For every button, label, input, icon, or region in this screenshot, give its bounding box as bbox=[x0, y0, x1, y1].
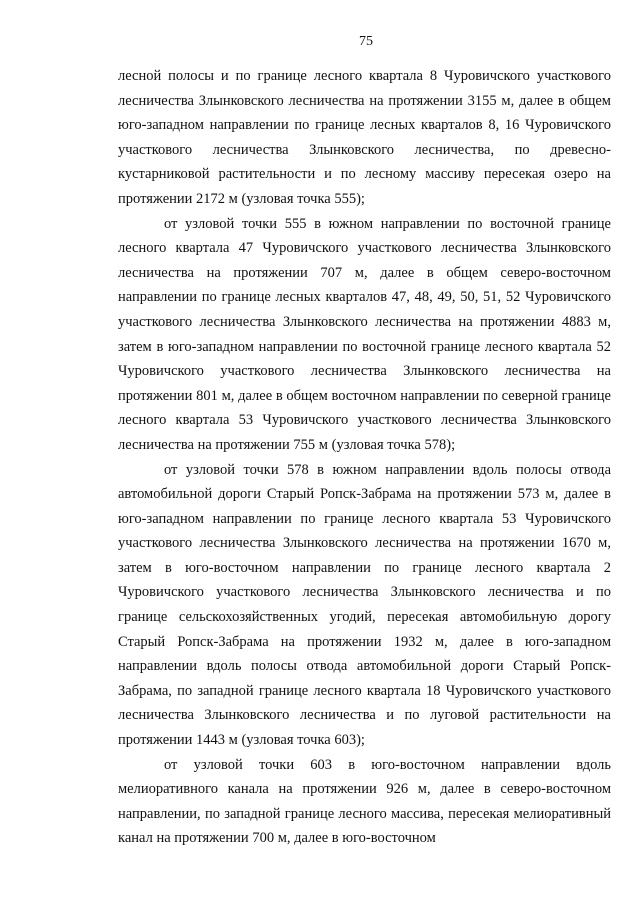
page-number: 75 bbox=[359, 34, 373, 49]
paragraph-node-603: от узловой точки 603 в юго-восточном направлении вдоль мелиоративного канала на протяжении 926 м, далее в северо-восточном направлении, по западной границе лесного массива, пересекая мелиоративный канал на протяжении 700 м, далее в юго-восточном bbox=[118, 756, 611, 847]
document-body bbox=[118, 64, 611, 851]
paragraph-continuation: лесной полосы и по границе лесного квартала 8 Чуровичского участкового лесничества Злынковского лесничества на протяжении 3155 м, далее в общем юго-западном направлении по границе лесных кварталов 8, 16 Чуровичского участкового лесничества Злынковского лесничества, по древесно-кустарниковой растительности и по лесному массиву пересекая озеро на протяжении 2172 м (узловая точка 555); bbox=[118, 68, 611, 207]
paragraph-node-555: от узловой точки 555 в южном направлении по восточной границе лесного квартала 47 Чуровичского участкового лесничества Злынковского лесничества на протяжении 707 м, далее в общем северо-восточном направлении по границе лесных кварталов 47, 48, 49, 50, 51, 52 Чуровичского участкового лесничества Злынковского лесничества на протяжении 4883 м, затем в юго-западном направлении по восточной границе лесного квартала 52 Чуровичского участкового лесничества Злынковского лесничества на протяжении 801 м, далее в общем восточном направлении по северной границе лесного квартала 53 Чуровичского участкового лесничества Злынковского лесничества на протяжении 755 м (узловая точка 578); bbox=[118, 215, 611, 453]
paragraph-node-578: от узловой точки 578 в южном направлении вдоль полосы отвода автомобильной дороги Старый Ропск-Забрама на протяжении 573 м, далее в юго-западном направлении по границе лесного квартала 53 Чуровичского участкового лесничества Злынковского лесничества на протяжении 1670 м, затем в юго-восточном направлении по границе лесного квартала 2 Чуровичского участкового лесничества Злынковского лесничества и по границе сельскохозяйственных угодий, пересекая автомобильную дорогу Старый Ропск-Забрама на протяжении 1932 м, далее в юго-западном направлении вдоль полосы отвода автомобильной дороги Старый Ропск-Забрама, по западной границе лесного квартала 18 Чуровичского участкового лесничества Злынковского лесничества и по луговой растительности на протяжении 1443 м (узловая точка 603); bbox=[118, 461, 611, 749]
